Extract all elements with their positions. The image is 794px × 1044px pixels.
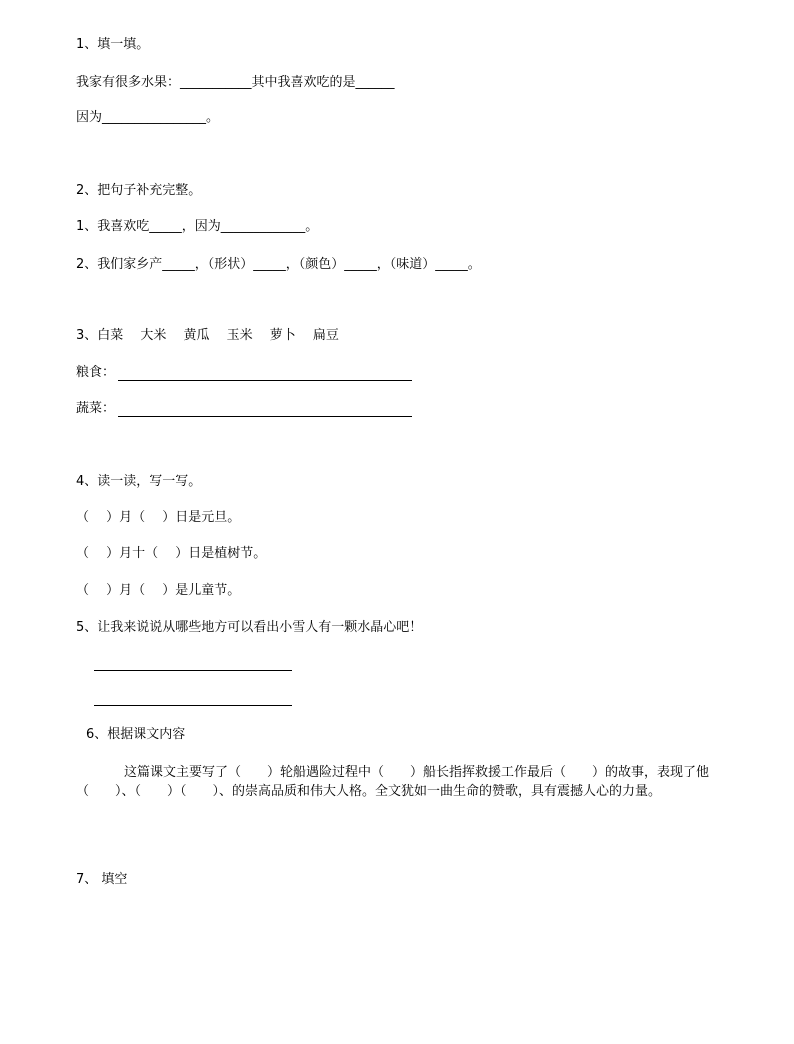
q1-line1: 我家有很多水果：___________其中我喜欢吃的是______ <box>76 75 395 90</box>
q4-line1: （ ）月（ ）日是元旦。 <box>76 510 241 525</box>
q3-label-vegetable: 蔬菜： <box>76 401 116 416</box>
q3-vegetable-blank <box>118 416 412 417</box>
q4-line3: （ ）月（ ）是儿童节。 <box>76 583 241 598</box>
q7-title: 7、 填空 <box>76 872 128 887</box>
q5-answer-blank-1 <box>94 670 292 671</box>
q3-title: 3、白菜 大米 黄瓜 玉米 萝卜 扁豆 <box>76 328 339 343</box>
q6-title: 6、根据课文内容 <box>86 727 186 742</box>
q4-title: 4、读一读，写一写。 <box>76 474 202 489</box>
q2-line1: 1、我喜欢吃_____，因为_____________。 <box>76 219 319 234</box>
q4-line2: （ ）月十（ ）日是植树节。 <box>76 546 267 561</box>
q5-answer-blank-2 <box>94 705 292 706</box>
q2-line2: 2、我们家乡产_____，（形状）_____，（颜色）_____，（味道）_____。 <box>76 257 481 272</box>
q3-label-grain: 粮食： <box>76 365 116 380</box>
q2-title: 2、把句子补充完整。 <box>76 183 202 198</box>
q6-paragraph: 这篇课文主要写了（ ）轮船遇险过程中（ ）船长指挥救援工作最后（ ）的故事，表现了他（ ）、（ ）（ ）、的崇高品质和伟大人格。全文犹如一曲生命的赞歌，具有震撼人心的力量。 <box>76 765 710 799</box>
q1-line2: 因为________________。 <box>76 110 220 125</box>
q1-title: 1、填一填。 <box>76 37 150 52</box>
q5-title: 5、让我来说说从哪些地方可以看出小雪人有一颗水晶心吧！ <box>76 620 423 635</box>
q3-grain-blank <box>118 380 412 381</box>
